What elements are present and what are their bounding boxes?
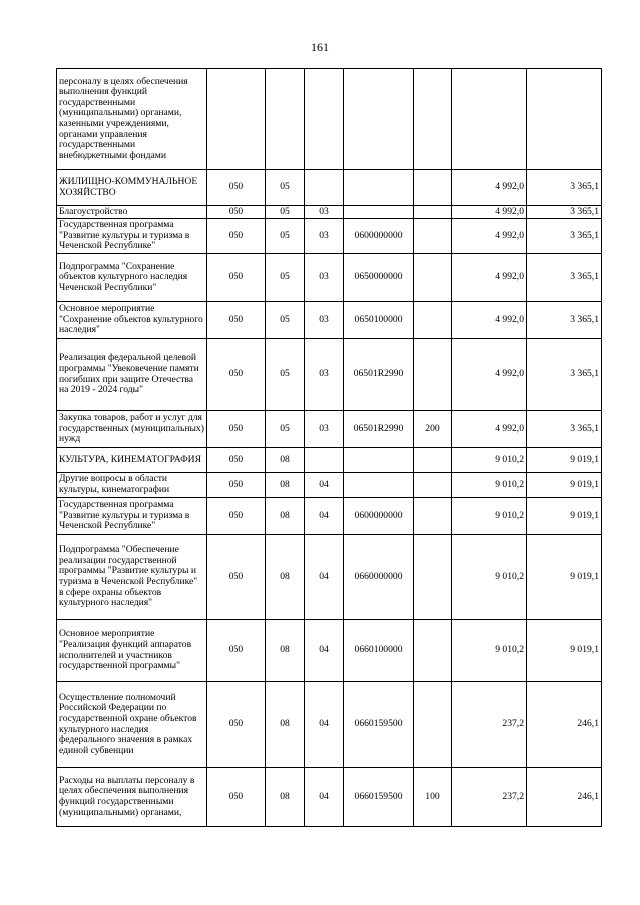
cell-expense-type [414,254,452,302]
cell-subsection: 04 [305,473,344,498]
cell-amount-2: 9 019,1 [527,473,602,498]
table-row [57,473,602,498]
cell-grbs: 050 [207,535,266,620]
cell-target-article: 0660000000 [344,535,414,620]
cell-amount-2: 3 365,1 [527,339,602,411]
table-row [57,411,602,448]
cell-name: Государственная программа "Развитие культуры и туризма в Чеченской Республике" [57,219,207,254]
cell-amount-2: 9 019,1 [527,620,602,682]
cell-expense-type: 100 [414,768,452,827]
cell-name: Реализация федеральной целевой программы "Увековечение памяти погибших при защите Отечества на 2019 - 2024 годы" [57,339,207,411]
cell-subsection [305,448,344,473]
cell-grbs: 050 [207,768,266,827]
cell-grbs: 050 [207,219,266,254]
cell-section: 08 [266,620,305,682]
cell-amount-1: 237,2 [452,768,527,827]
cell-grbs: 050 [207,411,266,448]
cell-amount-2: 3 365,1 [527,219,602,254]
cell-subsection: 03 [305,411,344,448]
table-row [57,69,602,170]
cell-amount-2: 3 365,1 [527,411,602,448]
cell-expense-type [414,682,452,768]
cell-grbs: 050 [207,448,266,473]
table-row [57,170,602,206]
cell-subsection: 03 [305,206,344,219]
cell-target-article [344,448,414,473]
cell-name: Подпрограмма "Сохранение объектов культурного наследия Чеченской Республики" [57,254,207,302]
cell-amount-2: 246,1 [527,682,602,768]
cell-amount-1: 4 992,0 [452,254,527,302]
cell-target-article [344,206,414,219]
cell-subsection: 03 [305,339,344,411]
cell-amount-2: 9 019,1 [527,448,602,473]
cell-grbs: 050 [207,254,266,302]
cell-amount-2: 3 365,1 [527,170,602,206]
cell-subsection [305,170,344,206]
cell-expense-type [414,206,452,219]
cell-expense-type [414,170,452,206]
cell-expense-type [414,339,452,411]
table-row [57,768,602,827]
cell-grbs: 050 [207,170,266,206]
cell-grbs: 050 [207,682,266,768]
cell-name: Другие вопросы в области культуры, кинематографии [57,473,207,498]
table-row [57,682,602,768]
cell-name: Осуществление полномочий Российской Федерации по государственной охране объектов культурного наследия федерального значения в рамках единой субвенции [57,682,207,768]
table-row [57,302,602,339]
cell-name: ЖИЛИЩНО-КОММУНАЛЬНОЕ ХОЗЯЙСТВО [57,170,207,206]
cell-grbs: 050 [207,206,266,219]
cell-target-article: 06501R2990 [344,411,414,448]
cell-expense-type [414,302,452,339]
cell-grbs: 050 [207,473,266,498]
table-row [57,206,602,219]
table-row [57,254,602,302]
cell-expense-type [414,535,452,620]
cell-amount-1: 4 992,0 [452,170,527,206]
table-row [57,219,602,254]
cell-section: 08 [266,682,305,768]
cell-expense-type: 200 [414,411,452,448]
cell-section: 05 [266,339,305,411]
cell-subsection: 04 [305,620,344,682]
cell-subsection [305,69,344,170]
cell-target-article [344,69,414,170]
cell-expense-type [414,498,452,535]
cell-subsection: 03 [305,302,344,339]
cell-section [266,69,305,170]
cell-section: 08 [266,498,305,535]
cell-amount-2: 3 365,1 [527,302,602,339]
cell-name: Государственная программа "Развитие культуры и туризма в Чеченской Республике" [57,498,207,535]
table-row [57,620,602,682]
cell-amount-2: 3 365,1 [527,254,602,302]
cell-grbs: 050 [207,498,266,535]
cell-amount-1: 9 010,2 [452,448,527,473]
cell-grbs: 050 [207,620,266,682]
cell-section: 05 [266,302,305,339]
page-number: 161 [311,40,329,54]
cell-section: 05 [266,206,305,219]
cell-expense-type [414,473,452,498]
cell-amount-2: 9 019,1 [527,535,602,620]
table-row [57,535,602,620]
cell-name: персоналу в целях обеспечения выполнения функций государственными (муниципальными) органами, казенными учреждениями, органами управления государственными внебюджетными фондами [57,69,207,170]
cell-amount-1: 4 992,0 [452,339,527,411]
table-body [57,69,602,827]
cell-target-article: 0600000000 [344,498,414,535]
cell-section: 05 [266,219,305,254]
cell-name: Расходы на выплаты персоналу в целях обеспечения выполнения функций государственными (муниципальными) органами, [57,768,207,827]
cell-target-article: 0650000000 [344,254,414,302]
cell-subsection: 04 [305,768,344,827]
cell-amount-1: 9 010,2 [452,473,527,498]
cell-target-article: 0660159500 [344,682,414,768]
table-row [57,339,602,411]
cell-amount-1: 9 010,2 [452,620,527,682]
cell-amount-1: 4 992,0 [452,219,527,254]
cell-amount-2: 3 365,1 [527,206,602,219]
cell-amount-2 [527,69,602,170]
cell-section: 08 [266,535,305,620]
cell-expense-type [414,219,452,254]
cell-name: Основное мероприятие "Реализация функций аппаратов исполнителей и участников государственной программы" [57,620,207,682]
cell-subsection: 04 [305,682,344,768]
cell-section: 08 [266,448,305,473]
budget-table [56,68,602,827]
cell-amount-2: 246,1 [527,768,602,827]
cell-subsection: 03 [305,219,344,254]
cell-amount-1: 4 992,0 [452,302,527,339]
cell-name: Подпрограмма "Обеспечение реализации государственной программы "Развитие культуры и туризма в Чеченской Республике" в сфере охраны объектов культурного наследия" [57,535,207,620]
cell-section: 05 [266,170,305,206]
cell-target-article: 0660100000 [344,620,414,682]
cell-section: 05 [266,254,305,302]
cell-section: 08 [266,473,305,498]
cell-name: Закупка товаров, работ и услуг для государственных (муниципальных) нужд [57,411,207,448]
cell-target-article [344,170,414,206]
cell-amount-1: 4 992,0 [452,411,527,448]
cell-subsection: 04 [305,498,344,535]
cell-name: Основное мероприятие "Сохранение объектов культурного наследия" [57,302,207,339]
cell-amount-1: 9 010,2 [452,535,527,620]
cell-name: КУЛЬТУРА, КИНЕМАТОГРАФИЯ [57,448,207,473]
table-row [57,498,602,535]
cell-expense-type [414,448,452,473]
cell-amount-1: 4 992,0 [452,206,527,219]
cell-amount-1: 9 010,2 [452,498,527,535]
cell-section: 08 [266,768,305,827]
cell-target-article: 0650100000 [344,302,414,339]
cell-target-article [344,473,414,498]
cell-subsection: 03 [305,254,344,302]
cell-target-article: 0600000000 [344,219,414,254]
cell-expense-type [414,69,452,170]
cell-target-article: 0660159500 [344,768,414,827]
cell-expense-type [414,620,452,682]
cell-subsection: 04 [305,535,344,620]
cell-grbs [207,69,266,170]
cell-section: 05 [266,411,305,448]
cell-grbs: 050 [207,302,266,339]
table-row [57,448,602,473]
cell-name: Благоустройство [57,206,207,219]
cell-grbs: 050 [207,339,266,411]
cell-amount-2: 9 019,1 [527,498,602,535]
cell-amount-1: 237,2 [452,682,527,768]
cell-target-article: 06501R2990 [344,339,414,411]
cell-amount-1 [452,69,527,170]
